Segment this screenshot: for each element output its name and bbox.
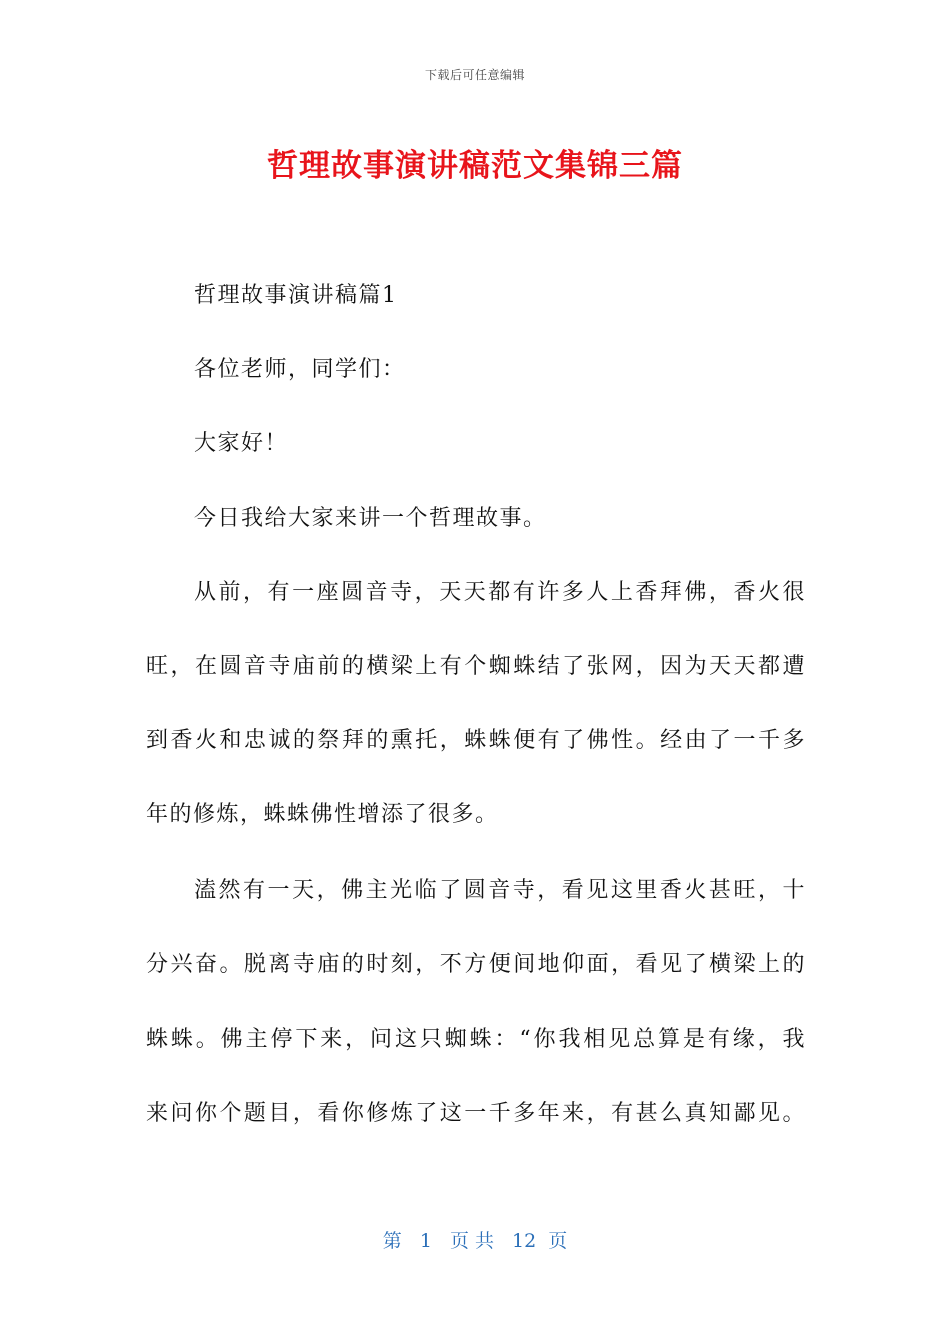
paragraph-line: 到香火和忠诚的祭拜的熏托，蛛蛛便有了佛性。经由了一千多 (146, 728, 806, 753)
total-page-count: 12 (512, 1230, 537, 1252)
paragraph-line: 从前，有一座圆音寺，天天都有许多人上香拜佛，香火很 (194, 580, 806, 605)
section-heading: 哲理故事演讲稿篇1 (194, 283, 398, 308)
greeting-line: 各位老师，同学们： (194, 357, 406, 382)
document-title: 哲理故事演讲稿范文集锦三篇 (267, 148, 683, 184)
paragraph-line: 来问你个题目，看你修炼了这一千多年来，有甚么真知鄙见。 (146, 1101, 806, 1126)
paragraph-line: 溘然有一天，佛主光临了圆音寺，看见这里香火甚旺，十 (194, 878, 806, 903)
paragraph-line: 分兴奋。脱离寺庙的时刻，不方便间地仰面，看见了横梁上的 (146, 952, 806, 977)
footer-prefix: 第 (382, 1230, 402, 1252)
current-page-number: 1 (419, 1230, 432, 1252)
paragraph-line: 蛛蛛。佛主停下来，问这只蜘蛛：“你我相见总算是有缘，我 (146, 1027, 806, 1052)
greeting-line: 大家好！ (194, 431, 289, 456)
paragraph-line: 年的修炼，蛛蛛佛性增添了很多。 (146, 802, 499, 827)
paragraph-line: 今日我给大家来讲一个哲理故事。 (194, 506, 547, 531)
footer-suffix: 页 (548, 1230, 568, 1252)
footer-mid: 页 共 (449, 1230, 494, 1252)
page-footer (0, 1226, 950, 1253)
header-note: 下载后可任意编辑 (424, 68, 525, 82)
paragraph-line: 旺，在圆音寺庙前的横梁上有个蜘蛛结了张网，因为天天都遭 (146, 654, 806, 679)
